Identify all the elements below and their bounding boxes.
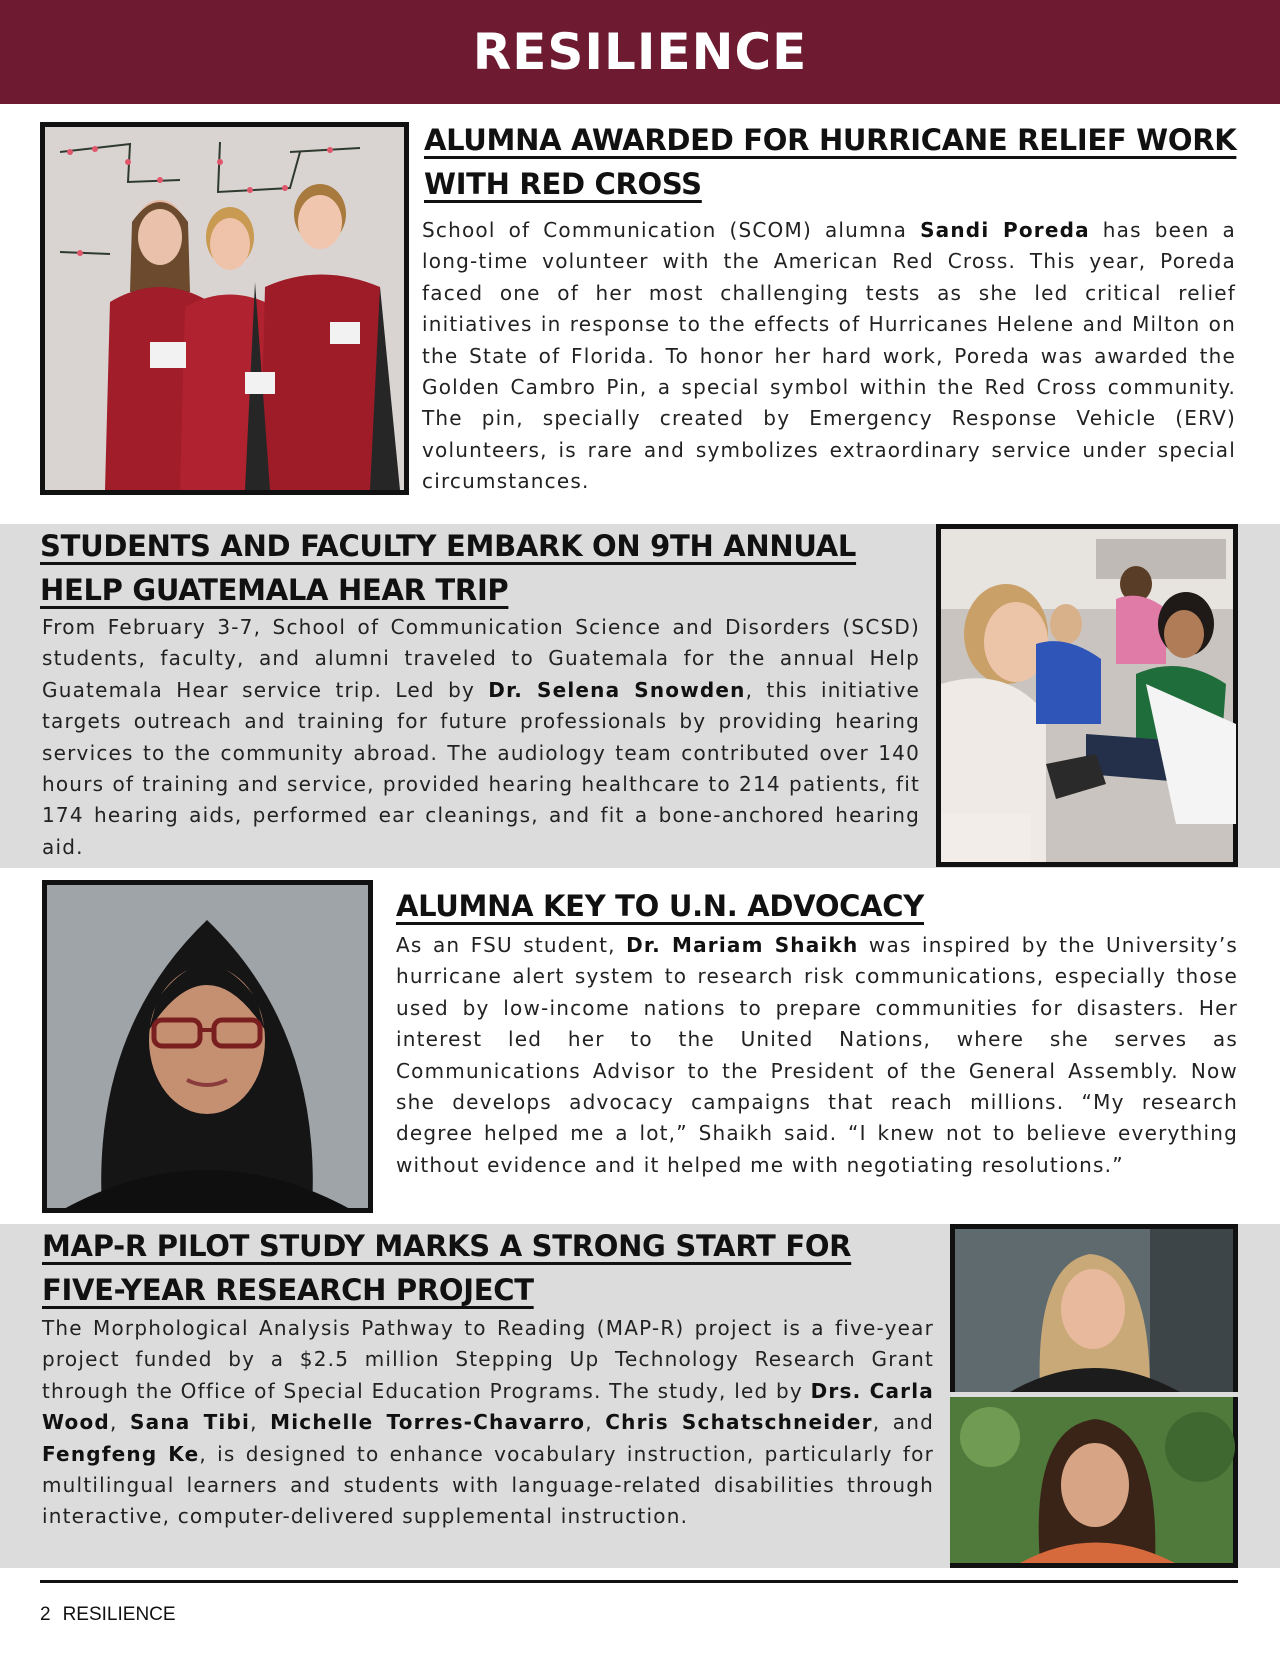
body-text-run: School of Communication (SCOM) alumna [422, 218, 921, 242]
body-text-run: , and [872, 1410, 934, 1435]
article-3-body [396, 930, 1238, 1181]
body-text-run: As an FSU student, [396, 933, 627, 957]
body-text-run: , [109, 1410, 131, 1435]
section-banner [0, 0, 1280, 104]
bold-name: Sandi Poreda [920, 218, 1090, 242]
article-2-body [42, 612, 920, 863]
body-text-run: was inspired by the University’s hurricane alert system to research risk communications, especially those used by low-income nations to prepare communities for disasters. Her interest led her to the United Nations, where she serves as Communications Advisor to the President of the General Assembly. Now she develops advocacy campaigns that reach millions. “My research degree helped me a lot,” Shaikh said. “I knew not to believe everything without evidence and it helped me with negotiating resolutions.” [396, 933, 1239, 1177]
article-4-headline: MAP-R PILOT STUDY MARKS A STRONG START FOR FIVE-YEAR RESEARCH PROJECT [42, 1229, 852, 1307]
bold-name: Fengfeng Ke [42, 1441, 200, 1466]
article-1-body [422, 215, 1236, 498]
guatemala-trip-photo [936, 524, 1238, 867]
mariam-shaikh-portrait [42, 880, 373, 1213]
bold-name: Chris Schatschneider [605, 1410, 873, 1435]
article-2-headline: STUDENTS AND FACULTY EMBARK ON 9TH ANNUAL HELP GUATEMALA HEAR TRIP [40, 529, 857, 607]
page-number: 2 [40, 1604, 51, 1625]
body-text-run: , [250, 1410, 271, 1435]
bold-name: Dr. Mariam Shaikh [626, 933, 859, 957]
footer-rule [40, 1580, 1238, 1583]
bold-name: Sana Tibi [130, 1410, 251, 1435]
article-4-body [42, 1313, 934, 1533]
researcher-photo-bottom [950, 1397, 1238, 1568]
body-text-run: From February 3-7, School of Communication Science and Disorders (SCSD) students, faculty, and alumni traveled to Guatemala for the annual Help Guatemala Hear service trip. Led by [42, 615, 920, 702]
body-text-run: , [585, 1410, 606, 1435]
page-footer [40, 1604, 176, 1626]
researcher-photo-top [950, 1224, 1238, 1392]
footer-section-name: RESILIENCE [62, 1604, 176, 1625]
body-text-run: The Morphological Analysis Pathway to Reading (MAP-R) project is a five-year project funded by a $2.5 million Stepping Up Technology Research Grant through the Office of Special Education Programs. The study, led by [42, 1316, 934, 1403]
article-3-headline: ALUMNA KEY TO U.N. ADVOCACY [396, 889, 924, 923]
body-text-run: has been a long-time volunteer with the American Red Cross. This year, Poreda faced one of her most challenging tests as she led critical relief initiatives in response to the effects of Hurricanes Helene and Milton on the State of Florida. To honor her hard work, Poreda was awarded the Golden Cambro Pin, a special symbol within the Red Cross community. The pin, specially created by Emergency Response Vehicle (ERV) volunteers, is rare and symbolizes extraordinary service under special circumstances. [422, 218, 1236, 494]
bold-name: Drs. Carla Wood [42, 1378, 934, 1435]
bold-name: Dr. Selena Snowden [488, 677, 746, 702]
bold-name: Michelle Torres-Chavarro [270, 1410, 586, 1435]
section-title: RESILIENCE [472, 23, 808, 81]
article-1-headline: ALUMNA AWARDED FOR HURRICANE RELIEF WORK WITH RED CROSS [424, 123, 1237, 201]
red-cross-volunteers-photo [40, 122, 409, 495]
body-text-run: , is designed to enhance vocabulary instruction, particularly for multilingual learners and students with language-related disabilities through interactive, computer-delivered supplemental instruction. [42, 1441, 934, 1529]
body-text-run: , this initiative targets outreach and training for future professionals by providing hearing services to the community abroad. The audiology team contributed over 140 hours of training and service, provided hearing healthcare to 214 patients, fit 174 hearing aids, performed ear cleanings, and fit a bone-anchored hearing aid. [42, 677, 920, 859]
